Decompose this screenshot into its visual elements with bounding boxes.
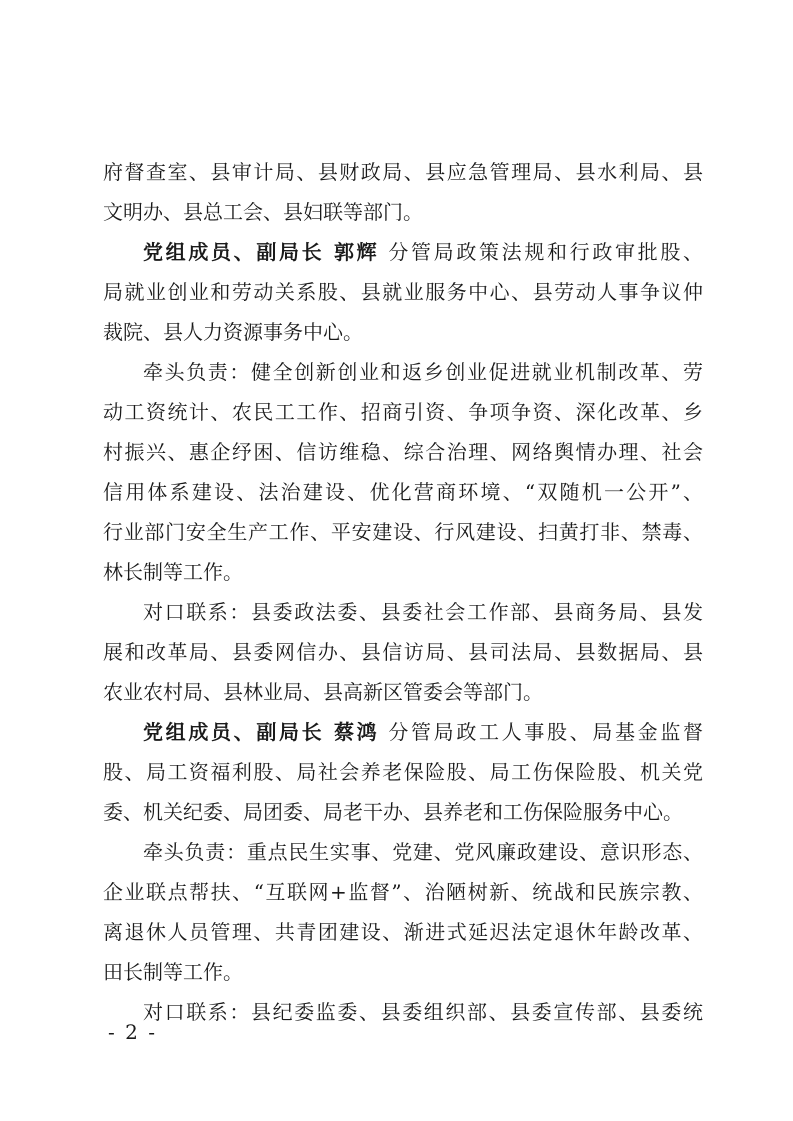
text-line: 林长制等工作。 [103, 560, 243, 584]
paragraph [103, 992, 703, 1032]
text-line: 委、机关纪委、局团委、局老干办、县养老和工伤保险服务中心。 [103, 800, 683, 824]
official-heading: 党组成员、副局长 蔡鸿 [143, 720, 380, 744]
text-line: 文明办、县总工会、县妇联等部门。 [103, 200, 423, 224]
document-body [103, 152, 703, 1032]
page-number: - 2 - [108, 1020, 157, 1044]
text-run: 分管局政策法规和行政审批股、 [379, 240, 704, 264]
text-line: 动工资统计、农民工工作、招商引资、争项争资、深化改革、乡 [103, 400, 703, 424]
paragraph [103, 232, 703, 352]
text-line: 信用体系建设、法治建设、优化营商环境、“双随机一公开”、 [103, 480, 703, 504]
text-line: 对口联系：县委政法委、县委社会工作部、县商务局、县发 [143, 600, 703, 624]
text-line: 府督查室、县审计局、县财政局、县应急管理局、县水利局、县 [103, 160, 703, 184]
paragraph [103, 592, 703, 712]
text-line: 行业部门安全生产工作、平安建设、行风建设、扫黄打非、禁毒、 [103, 520, 703, 544]
text-line: 对口联系：县纪委监委、县委组织部、县委宣传部、县委统 [143, 1000, 703, 1024]
text-line: 展和改革局、县委网信办、县信访局、县司法局、县数据局、县 [103, 640, 703, 664]
text-line: 局就业创业和劳动关系股、县就业服务中心、县劳动人事争议仲 [103, 280, 703, 304]
text-line: 牵头负责：健全创新创业和返乡创业促进就业机制改革、劳 [143, 360, 703, 384]
text-run: 分管局政工人事股、局基金监督 [379, 720, 704, 744]
text-line: 田长制等工作。 [103, 960, 243, 984]
text-line: 裁院、县人力资源事务中心。 [103, 320, 363, 344]
paragraph [103, 152, 703, 232]
text-line: 企业联点帮扶、“互联网+监督”、治陋树新、统战和民族宗教、 [103, 880, 703, 904]
paragraph [103, 712, 703, 832]
text-line: 村振兴、惠企纾困、信访维稳、综合治理、网络舆情办理、社会 [103, 440, 703, 464]
text-line [103, 712, 703, 752]
text-line: 离退休人员管理、共青团建设、渐进式延迟法定退休年龄改革、 [103, 920, 703, 944]
official-heading: 党组成员、副局长 郭辉 [143, 240, 380, 264]
paragraph [103, 832, 703, 992]
text-line: 牵头负责：重点民生实事、党建、党风廉政建设、意识形态、 [143, 840, 703, 864]
text-line [103, 232, 703, 272]
text-line: 农业农村局、县林业局、县高新区管委会等部门。 [103, 680, 543, 704]
text-line: 股、局工资福利股、局社会养老保险股、局工伤保险股、机关党 [103, 760, 703, 784]
paragraph [103, 352, 703, 592]
